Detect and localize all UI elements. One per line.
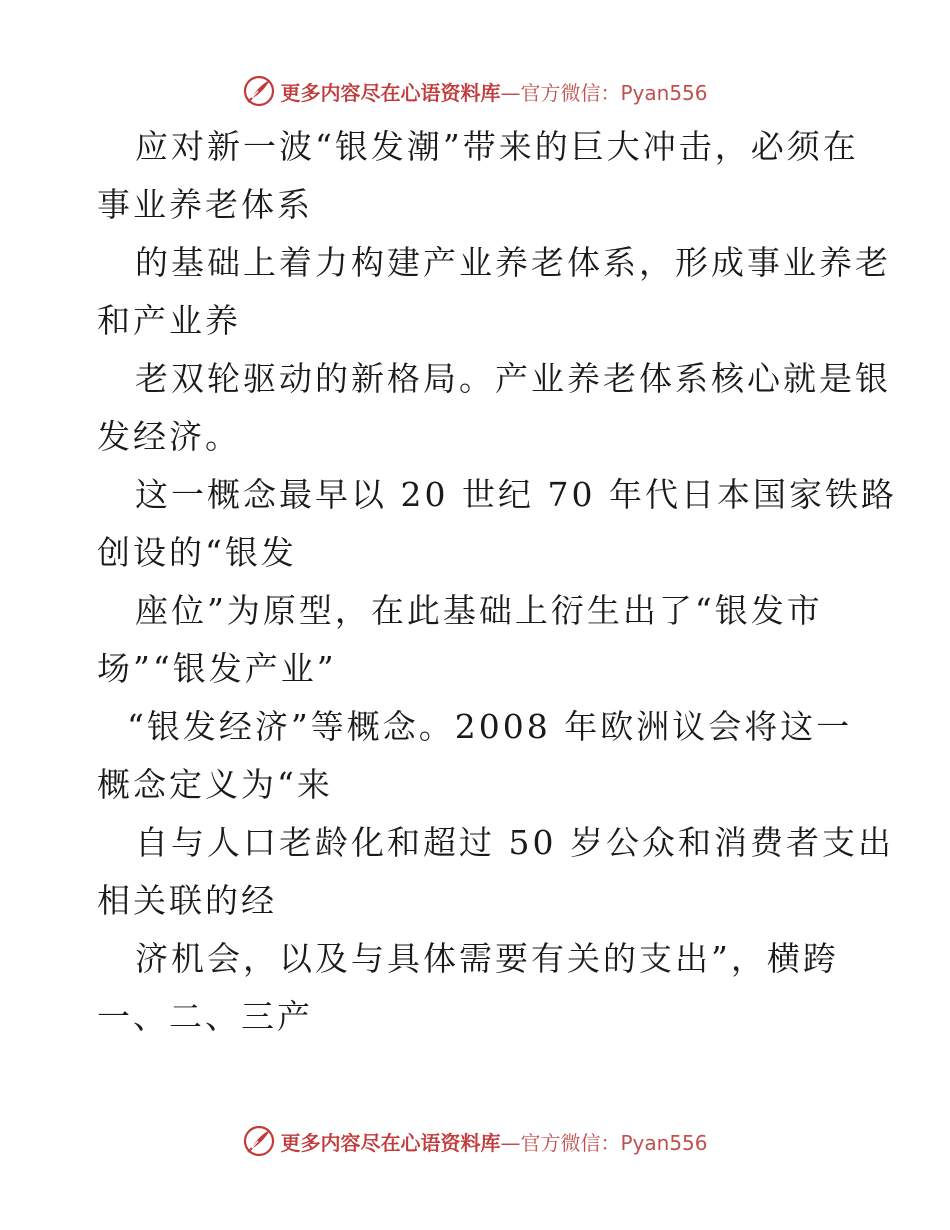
body-line: 座位”为原型，在此基础上衍生出了“银发市 [135, 591, 823, 630]
watermark-separator: — [500, 1130, 521, 1155]
body-line: 一、二、三产 [97, 997, 313, 1036]
watermark-separator: — [500, 80, 521, 105]
body-line: 的基础上着力构建产业养老体系，形成事业养老 [135, 243, 891, 282]
document-body [97, 118, 897, 1046]
watermark-brand: 更多内容尽在心语资料库 [280, 1130, 501, 1155]
feather-pen-logo-icon [242, 74, 276, 108]
watermark-brand: 更多内容尽在心语资料库 [280, 80, 501, 105]
watermark-text [280, 77, 707, 106]
body-line: 这一概念最早以 20 世纪 70 年代日本国家铁路 [135, 475, 897, 514]
body-line: 济机会，以及与具体需要有关的支出”，横跨 [135, 939, 839, 978]
body-line: “银发经济”等概念。2008 年欧洲议会将这一 [127, 707, 853, 746]
footer-watermark [0, 1121, 950, 1161]
body-line: 创设的“银发 [97, 533, 297, 572]
body-line: 相关联的经 [97, 881, 277, 920]
watermark-wechat-label: 官方微信： [520, 1130, 621, 1155]
body-line: 老双轮驱动的新格局。产业养老体系核心就是银 [135, 359, 891, 398]
body-line: 发经济。 [97, 417, 241, 456]
header-watermark [0, 71, 950, 111]
watermark-wechat-id: Pyan556 [620, 80, 708, 105]
feather-pen-logo-icon [242, 1124, 276, 1158]
body-line: 场”“银发产业” [97, 649, 337, 688]
watermark-wechat-label: 官方微信： [520, 80, 621, 105]
body-line: 概念定义为“来 [97, 765, 333, 804]
watermark-wechat-id: Pyan556 [620, 1130, 708, 1155]
body-line: 应对新一波“银发潮”带来的巨大冲击，必须在 [135, 127, 859, 166]
body-line: 自与人口老龄化和超过 50 岁公众和消费者支出 [135, 823, 894, 862]
body-line: 事业养老体系 [97, 185, 313, 224]
body-line: 和产业养 [97, 301, 241, 340]
watermark-text [280, 1127, 707, 1156]
